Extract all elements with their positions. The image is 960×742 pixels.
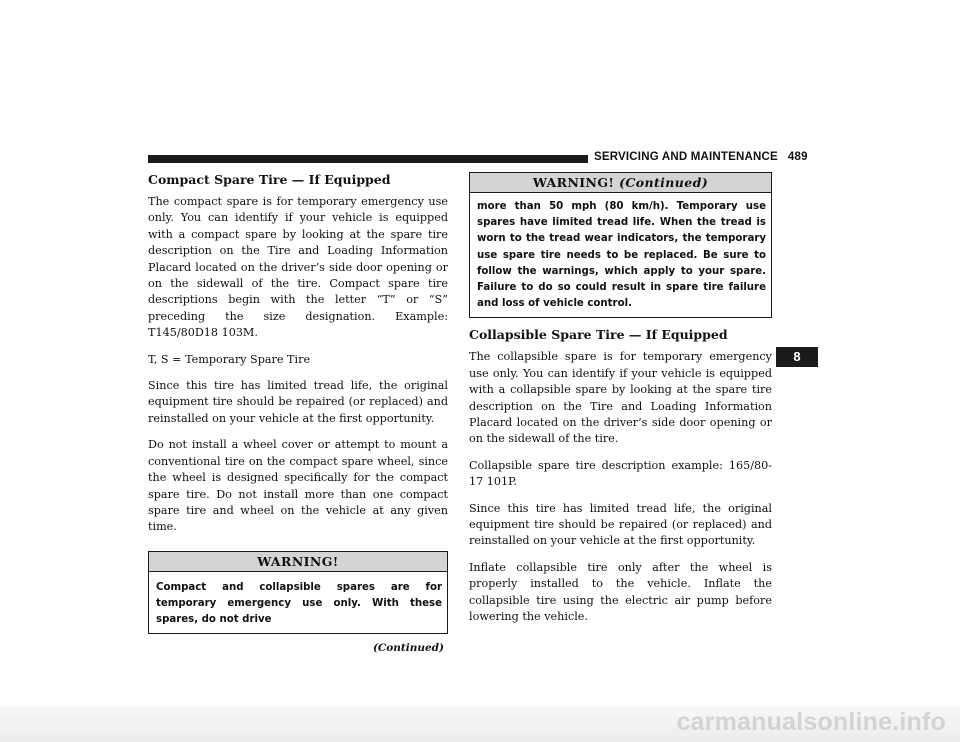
paragraph: Inflate collapsible tire only after the wheel is properly installed to the vehicle. Inflate the collapsible tire using the electric air pump before lowering the vehicle. — [469, 560, 772, 624]
chapter-tab: 8 — [776, 347, 818, 367]
paragraph: The collapsible spare is for temporary emergency use only. You can identify if your vehicle is equipped with a collapsible spare by looking at the spare tire description on the Tire and Loading Information Placard located on the driver’s side door opening or on the sidewall of the tire. — [469, 350, 772, 446]
warning-text: Compact and collapsible spares are for temporary emergency use only. With these spares, do not drive — [156, 581, 442, 626]
warning-text: more than 50 mph (80 km/h). Temporary use spares have limited tread life. When the tread is worn to the tread wear indicators, the temporary use spare tire needs to be replaced. Be sure to follow the warnings, which apply to your spare. Failure to do so could result in spare tire failure and loss of vehicle control. — [477, 201, 766, 310]
page-number: 489 — [787, 151, 808, 163]
watermark-strip — [0, 706, 960, 742]
header-rule — [148, 155, 588, 163]
warning-title: WARNING! — [532, 175, 615, 190]
left-column — [148, 172, 448, 654]
warning-box-continued — [469, 172, 772, 318]
paragraph: Since this tire has limited tread life, the original equipment tire should be repaired (or replaced) and reinstalled on your vehicle at the first opportunity. — [148, 379, 448, 425]
warning-box — [148, 551, 448, 635]
paragraph: T, S = Temporary Spare Tire — [148, 352, 311, 366]
warning-title: WARNING! — [149, 552, 447, 572]
paragraph: Since this tire has limited tread life, the original equipment tire should be repaired (or replaced) and reinstalled on your vehicle at the first opportunity. — [469, 501, 772, 548]
running-header — [594, 151, 808, 167]
paragraph: Collapsible spare tire description example: 165/80-17 101P. — [469, 458, 772, 489]
paragraph: Do not install a wheel cover or attempt to mount a conventional tire on the compact spare wheel, since the wheel is designed specifically for the compact spare tire. Do not install more than one compact spare tire and wheel on the vehicle at any given time. — [148, 438, 448, 534]
collapsible-spare-heading: Collapsible Spare Tire — If Equipped — [469, 327, 728, 343]
continued-label: (Continued) — [372, 642, 444, 655]
watermark-text: carmanualsonline.info — [676, 708, 946, 736]
warning-title-continued — [470, 173, 771, 193]
section-title: SERVICING AND MAINTENANCE — [594, 151, 778, 163]
compact-spare-heading: Compact Spare Tire — If Equipped — [148, 172, 391, 187]
right-column — [469, 172, 772, 636]
warning-title-suffix: (Continued) — [619, 175, 709, 190]
paragraph: The compact spare is for temporary emergency use only. You can identify if your vehicle is equipped with a compact spare by looking at the spare tire description on the Tire and Loading Information Placard located on the driver’s side door opening or on the sidewall of the tire. Compact spare tire descriptions begin with the letter “T” or “S” preceding the size designation. Example: T145/80D18 103M. — [148, 195, 448, 340]
